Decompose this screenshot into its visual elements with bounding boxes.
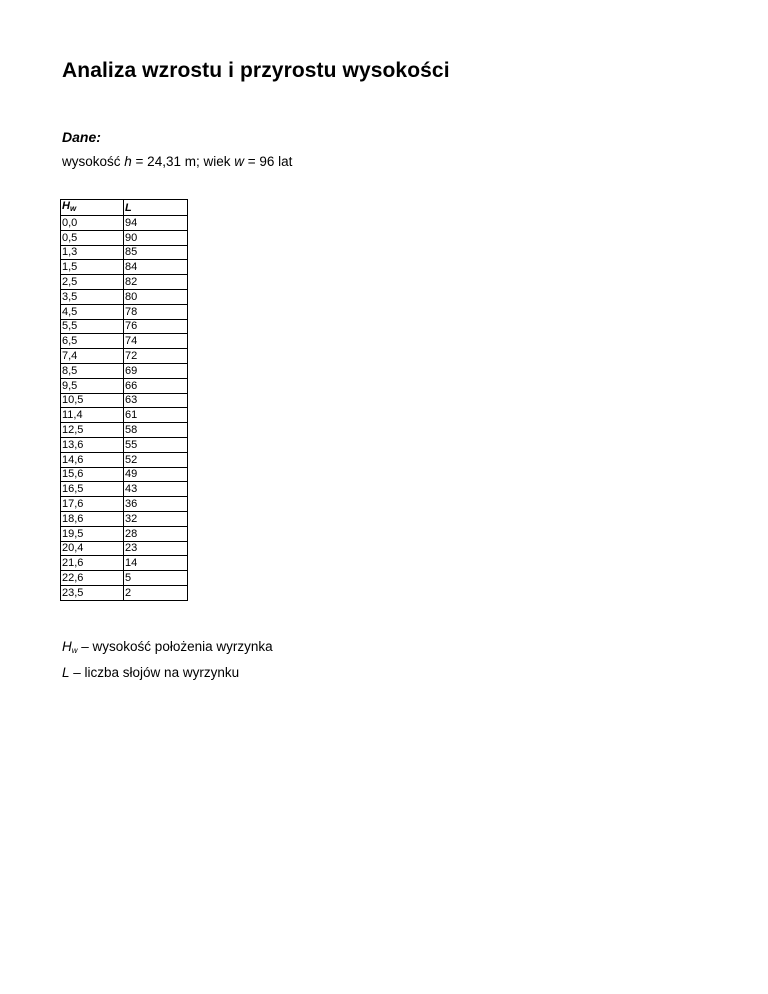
- table-row: [61, 275, 188, 290]
- cell-l: 84: [124, 260, 188, 275]
- cell-l: 94: [124, 216, 188, 231]
- table-row: [61, 452, 188, 467]
- table-row: [61, 260, 188, 275]
- table-row: [61, 378, 188, 393]
- cell-l: 14: [124, 556, 188, 571]
- cell-hw: 21,6: [61, 556, 124, 571]
- cell-l: 82: [124, 275, 188, 290]
- given-label: Dane:: [62, 129, 101, 145]
- height-value: = 24,31 m; wiek: [131, 154, 235, 169]
- table-row: [61, 437, 188, 452]
- cell-hw: 18,6: [61, 511, 124, 526]
- cell-hw: 10,5: [61, 393, 124, 408]
- legend-hw-text: – wysokość położenia wyrzynka: [77, 639, 273, 654]
- cell-hw: 1,5: [61, 260, 124, 275]
- cell-hw: 6,5: [61, 334, 124, 349]
- header-hw-sub: w: [69, 204, 77, 213]
- cell-hw: 2,5: [61, 275, 124, 290]
- cell-hw: 14,6: [61, 452, 124, 467]
- cell-hw: 13,6: [61, 437, 124, 452]
- cell-l: 2: [124, 585, 188, 600]
- table-row: [61, 319, 188, 334]
- cell-l: 36: [124, 497, 188, 512]
- cell-l: 85: [124, 245, 188, 260]
- table-row: [61, 289, 188, 304]
- cell-l: 61: [124, 408, 188, 423]
- table-row: [61, 216, 188, 231]
- cell-l: 80: [124, 289, 188, 304]
- cell-hw: 11,4: [61, 408, 124, 423]
- table-row: [61, 349, 188, 364]
- cell-l: 72: [124, 349, 188, 364]
- cell-l: 52: [124, 452, 188, 467]
- table-header-row: [61, 200, 188, 216]
- table-row: [61, 423, 188, 438]
- table-row: [61, 467, 188, 482]
- cell-l: 32: [124, 511, 188, 526]
- cell-hw: 15,6: [61, 467, 124, 482]
- cell-l: 55: [124, 437, 188, 452]
- height-prefix: wysokość: [62, 154, 125, 169]
- legend-hw-symbol: H: [62, 639, 72, 654]
- cell-hw: 22,6: [61, 571, 124, 586]
- table-body: [61, 216, 188, 601]
- cell-l: 28: [124, 526, 188, 541]
- table-row: [61, 245, 188, 260]
- cell-hw: 4,5: [61, 304, 124, 319]
- cell-hw: 19,5: [61, 526, 124, 541]
- cell-l: 63: [124, 393, 188, 408]
- table-row: [61, 408, 188, 423]
- header-hw-main: H: [62, 200, 70, 212]
- data-table: [60, 199, 188, 601]
- document-title: Analiza wzrostu i przyrostu wysokości: [62, 59, 450, 82]
- table-row: [61, 497, 188, 512]
- cell-l: 49: [124, 467, 188, 482]
- table-row: [61, 511, 188, 526]
- table-row: [61, 541, 188, 556]
- height-symbol: h: [124, 154, 132, 169]
- table-row: [61, 363, 188, 378]
- table-row: [61, 334, 188, 349]
- cell-hw: 12,5: [61, 423, 124, 438]
- cell-l: 23: [124, 541, 188, 556]
- cell-l: 69: [124, 363, 188, 378]
- cell-hw: 9,5: [61, 378, 124, 393]
- table-row: [61, 585, 188, 600]
- cell-l: 74: [124, 334, 188, 349]
- cell-l: 5: [124, 571, 188, 586]
- header-hw: [61, 200, 124, 216]
- legend-l-text: – liczba słojów na wyrzynku: [69, 665, 240, 680]
- header-l: L: [124, 200, 188, 216]
- cell-hw: 7,4: [61, 349, 124, 364]
- cell-l: 66: [124, 378, 188, 393]
- cell-l: 90: [124, 230, 188, 245]
- cell-hw: 8,5: [61, 363, 124, 378]
- cell-hw: 3,5: [61, 289, 124, 304]
- table-row: [61, 571, 188, 586]
- cell-hw: 0,5: [61, 230, 124, 245]
- age-symbol: w: [234, 154, 244, 169]
- legend-hw-sub: w: [71, 646, 78, 655]
- table-row: [61, 526, 188, 541]
- cell-hw: 1,3: [61, 245, 124, 260]
- cell-l: 43: [124, 482, 188, 497]
- legend-hw: [62, 639, 273, 655]
- table-row: [61, 482, 188, 497]
- legend-l: [62, 665, 239, 680]
- table-row: [61, 304, 188, 319]
- given-values: [62, 154, 292, 169]
- cell-hw: 20,4: [61, 541, 124, 556]
- cell-hw: 0,0: [61, 216, 124, 231]
- cell-l: 78: [124, 304, 188, 319]
- cell-l: 58: [124, 423, 188, 438]
- age-value: = 96 lat: [243, 154, 293, 169]
- cell-hw: 16,5: [61, 482, 124, 497]
- legend-l-symbol: L: [62, 665, 70, 680]
- cell-hw: 5,5: [61, 319, 124, 334]
- table-row: [61, 556, 188, 571]
- cell-l: 76: [124, 319, 188, 334]
- table-row: [61, 230, 188, 245]
- table-row: [61, 393, 188, 408]
- cell-hw: 17,6: [61, 497, 124, 512]
- cell-hw: 23,5: [61, 585, 124, 600]
